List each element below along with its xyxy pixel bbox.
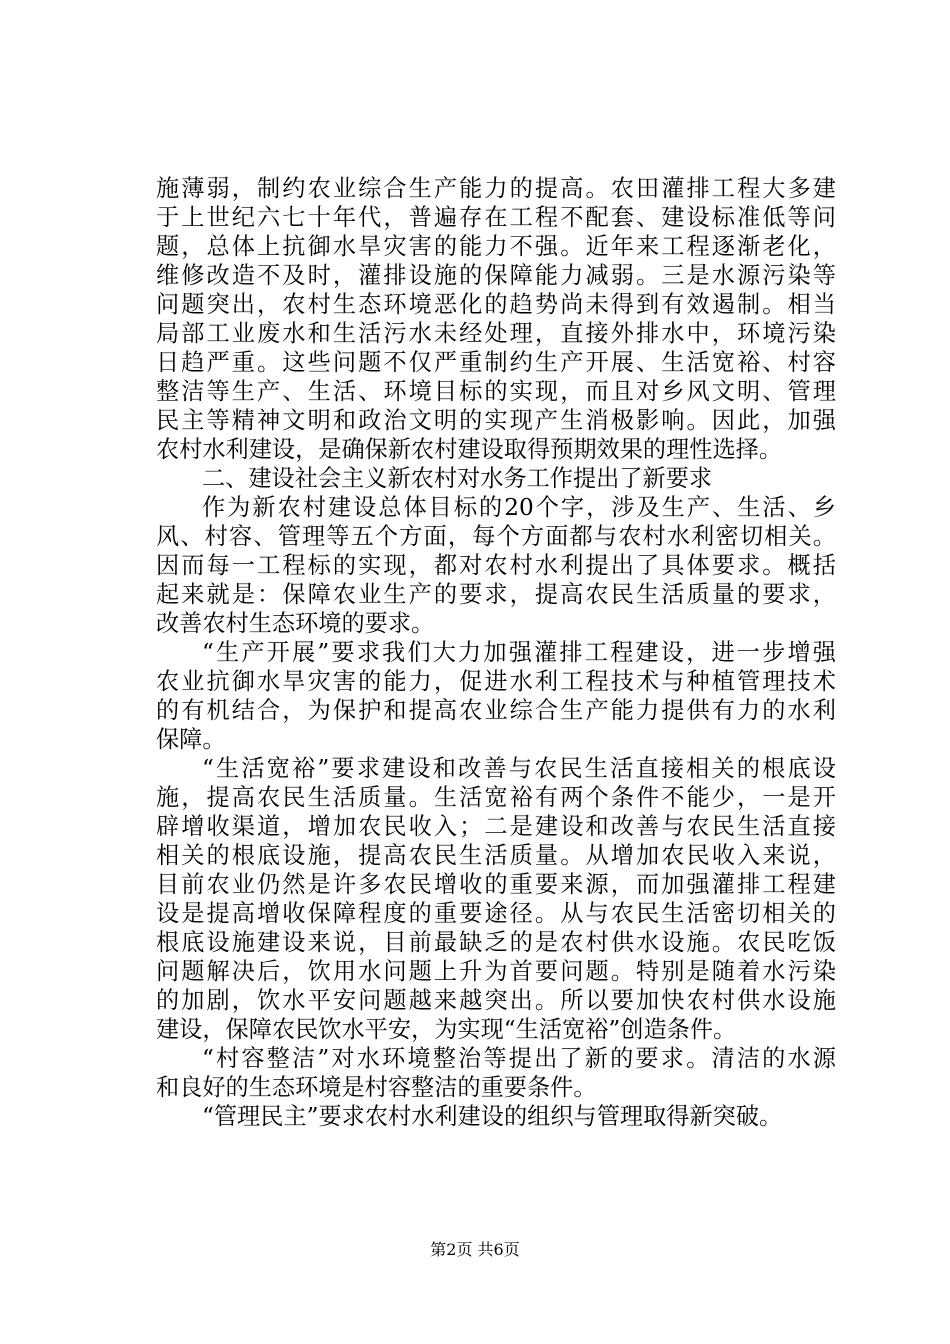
page-number: 第2页 共6页 [430,1240,520,1259]
text-line: 设是提高增收保障程度的重要途径。从与农民生活密切相关的 [156,900,836,927]
text-line: 目前农业仍然是许多农民增收的重要来源，而加强灌排工程建 [156,871,836,898]
text-line: 改善农村生态环境的要求。 [156,610,435,637]
text-line: 辟增收渠道，增加农民收入；二是建设和改善与农民生活直接 [156,813,836,840]
text-line: 维修改造不及时，灌排设施的保障能力减弱。三是水源污染等 [156,262,836,289]
text-line: 因而每一工程标的实现，都对农村水利提出了具体要求。概括 [156,552,836,579]
text-line: “管理民主”要求农村水利建设的组织与管理取得新突破。 [202,1103,783,1130]
document-body [156,174,836,1131]
text-line: 问题突出，农村生态环境恶化的趋势尚未得到有效遏制。相当 [156,291,836,318]
text-line: 和良好的生态环境是村容整洁的重要条件。 [156,1074,597,1101]
text-line: 农业抗御水旱灾害的能力，促进水利工程技术与种植管理技术 [156,668,836,695]
text-line: 保障。 [156,726,226,753]
text-line: 建设，保障农民饮水平安，为实现“生活宽裕”创造条件。 [156,1016,737,1043]
text-line: 二、建设社会主义新农村对水务工作提出了新要求 [202,465,713,492]
text-line: 整洁等生产、生活、环境目标的实现，而且对乡风文明、管理 [156,378,836,405]
text-line: 于上世纪六七十年代，普遍存在工程不配套、建设标准低等问 [156,204,836,231]
text-line: 日趋严重。这些问题不仅严重制约生产开展、生活宽裕、村容 [156,349,836,376]
text-line: 作为新农村建设总体目标的20个字，涉及生产、生活、乡 [202,494,836,521]
text-line: 起来就是：保障农业生产的要求，提高农民生活质量的要求， [156,581,836,608]
text-line: “生产开展”要求我们大力加强灌排工程建设，进一步增强 [202,639,836,666]
text-line: “村容整洁”对水环境整治等提出了新的要求。清洁的水源 [202,1045,836,1072]
text-line: 相关的根底设施，提高农民生活质量。从增加农民收入来说， [156,842,836,869]
text-line: 问题解决后，饮用水问题上升为首要问题。特别是随着水污染 [156,958,836,985]
page-footer [0,1240,950,1260]
text-line: 局部工业废水和生活污水未经处理，直接外排水中，环境污染 [156,320,836,347]
text-line: “生活宽裕”要求建设和改善与农民生活直接相关的根底设 [202,755,836,782]
text-line: 民主等精神文明和政治文明的实现产生消极影响。因此，加强 [156,407,836,434]
text-line: 施，提高农民生活质量。生活宽裕有两个条件不能少，一是开 [156,784,836,811]
text-line: 风、村容、管理等五个方面，每个方面都与农村水利密切相关。 [156,523,836,550]
text-line: 的加剧，饮水平安问题越来越突出。所以要加快农村供水设施 [156,987,836,1014]
text-line: 施薄弱，制约农业综合生产能力的提高。农田灌排工程大多建 [156,175,836,202]
text-line: 农村水利建设，是确保新农村建设取得预期效果的理性选择。 [156,436,783,463]
text-line: 根底设施建设来说，目前最缺乏的是农村供水设施。农民吃饭 [156,929,836,956]
text-line: 题，总体上抗御水旱灾害的能力不强。近年来工程逐渐老化， [156,233,836,260]
text-line: 的有机结合，为保护和提高农业综合生产能力提供有力的水利 [156,697,836,724]
